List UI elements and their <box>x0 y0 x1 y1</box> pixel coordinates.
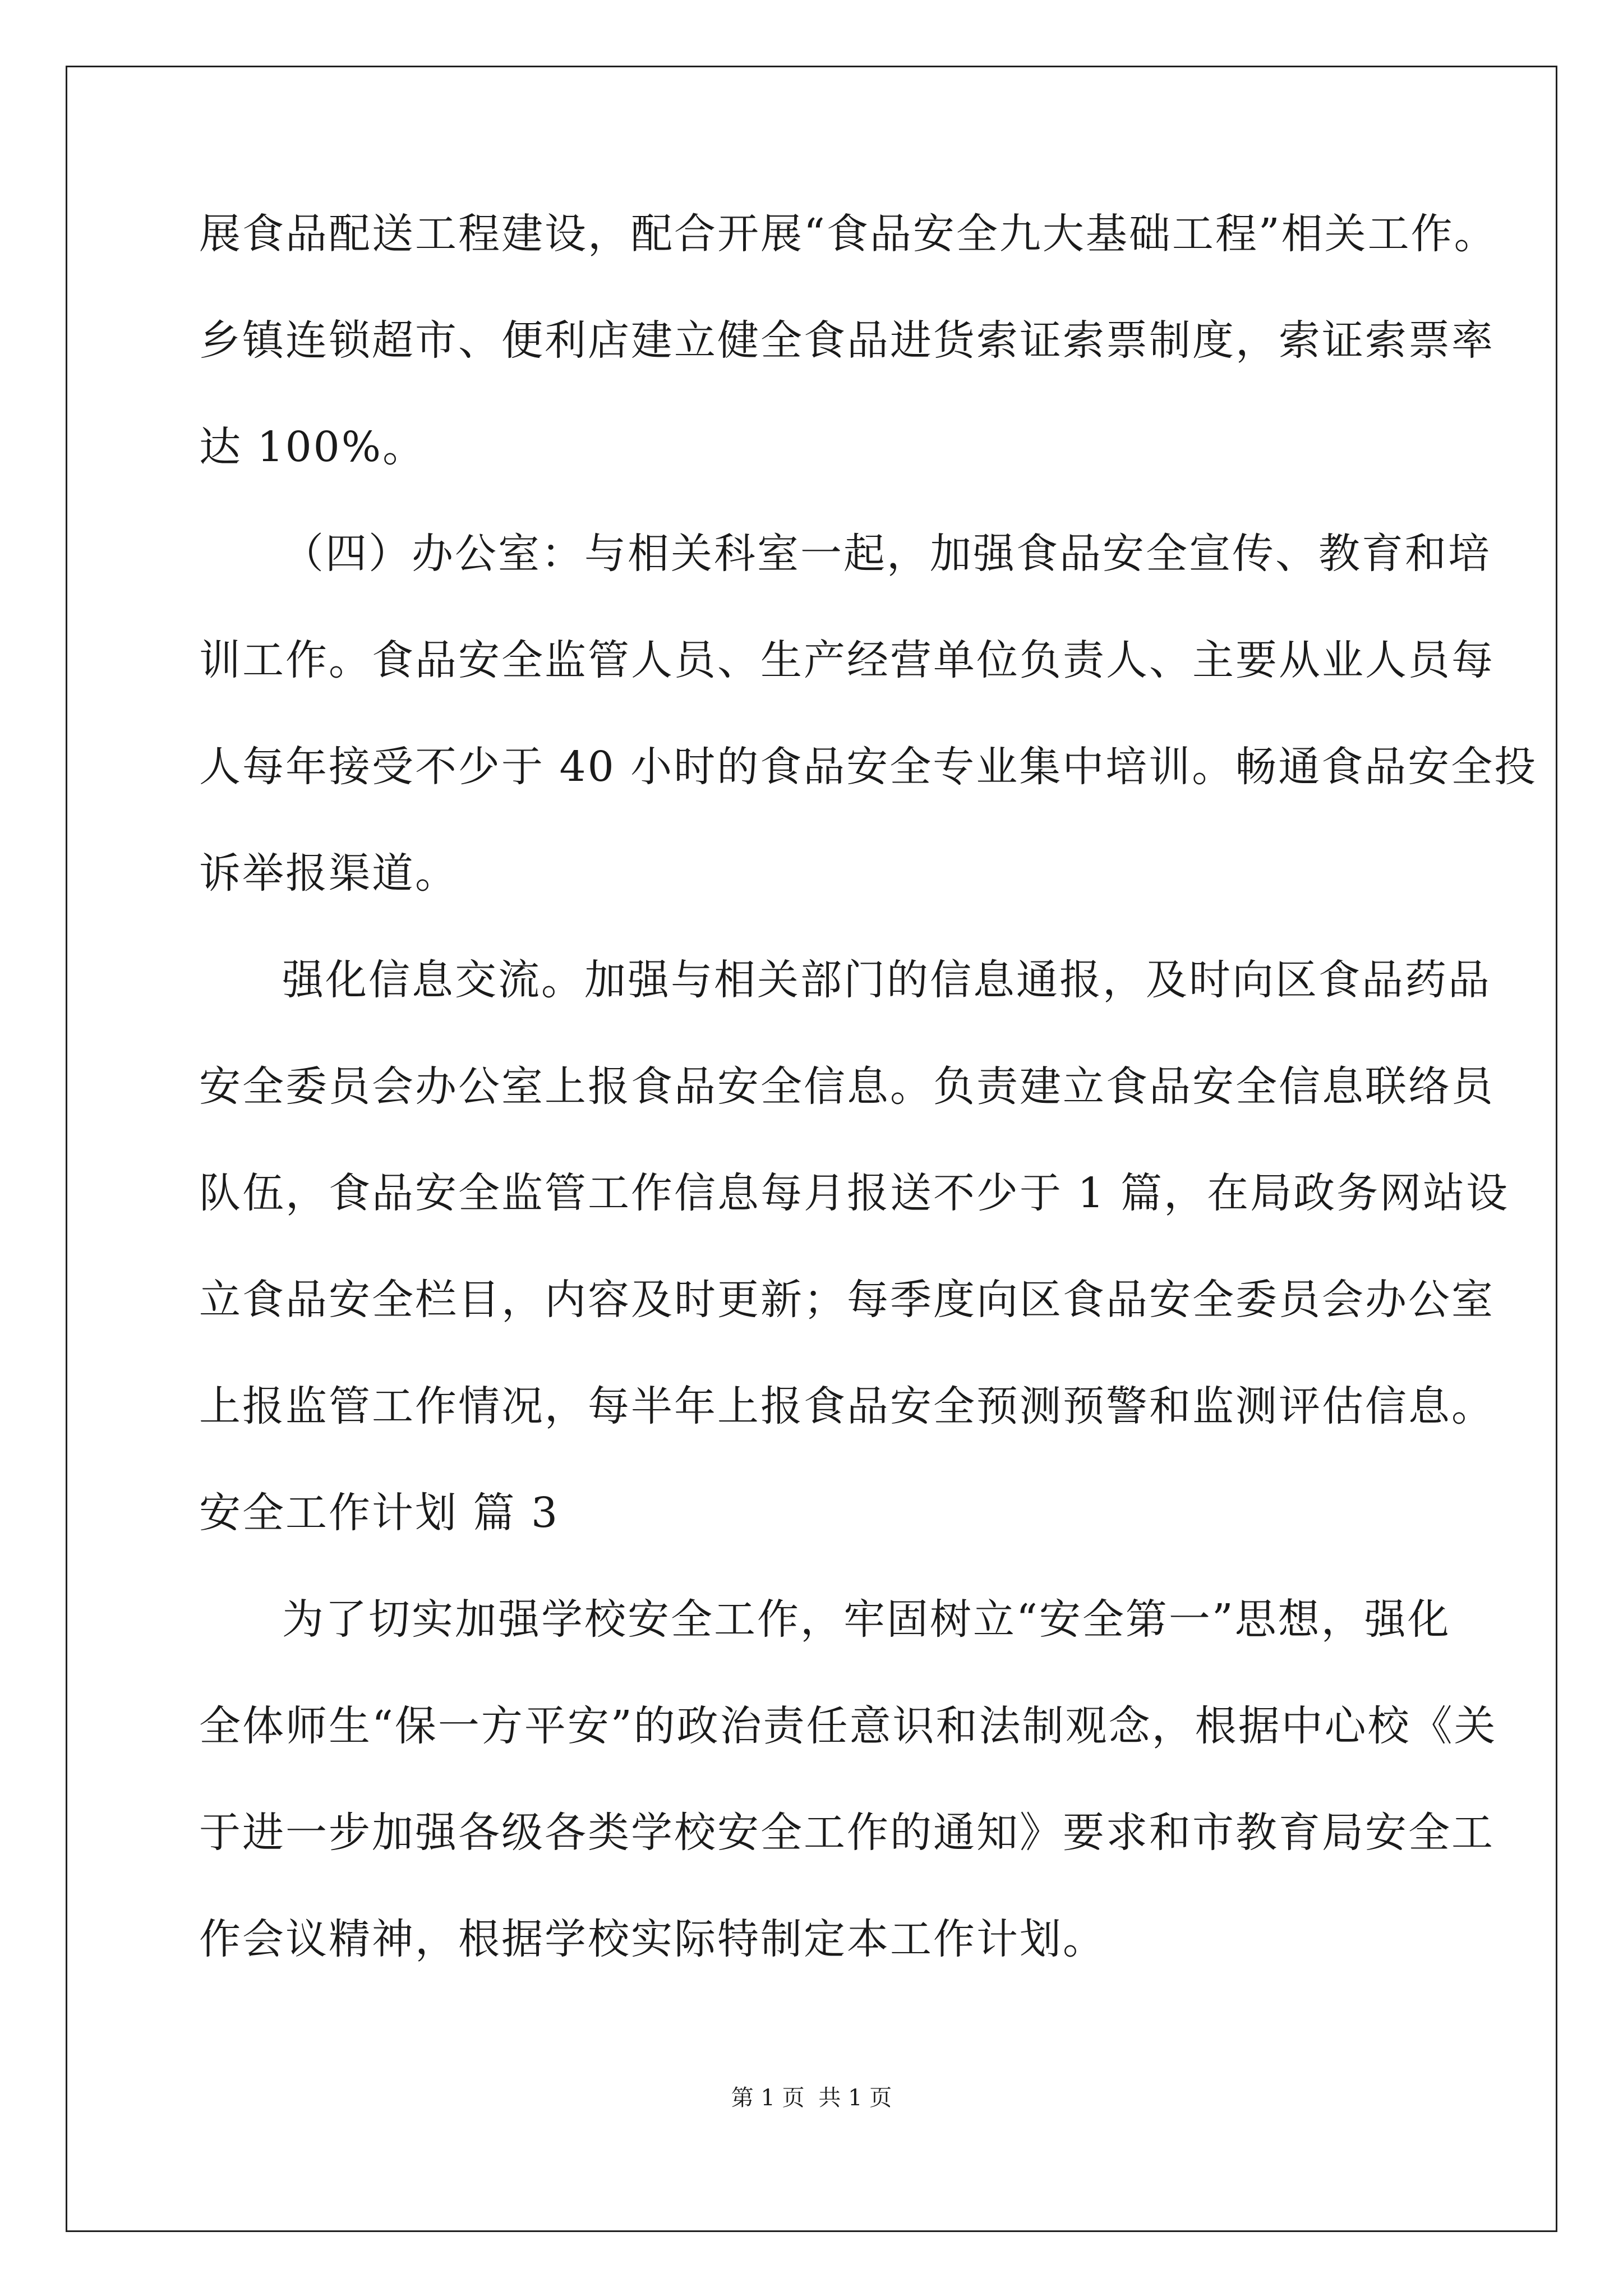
page-count: 共 1 页 <box>818 2085 892 2111</box>
body-line: 训工作。食品安全监管人员、生产经营单位负责人、主要从业人员每 <box>199 636 1495 684</box>
paragraph-start-line: 为了切实加强学校安全工作，牢固树立“安全第一”思想，强化 <box>282 1595 1451 1644</box>
body-line: 全体师生“保一方平安”的政治责任意识和法制观念，根据中心校《关 <box>199 1702 1497 1750</box>
section-heading: 安全工作计划 篇 3 <box>199 1489 560 1537</box>
paragraph-start-line: （四）办公室：与相关科室一起，加强食品安全宣传、教育和培 <box>282 530 1491 578</box>
body-line: 队伍，食品安全监管工作信息每月报送不少于 1 篇，在局政务网站设 <box>199 1169 1510 1217</box>
page-footer <box>0 2087 1623 2109</box>
body-line: 于进一步加强各级各类学校安全工作的通知》要求和市教育局安全工 <box>199 1809 1495 1857</box>
body-line: 人每年接受不少于 40 小时的食品安全专业集中培训。畅通食品安全投 <box>199 743 1538 791</box>
body-line: 达 100%。 <box>199 423 426 471</box>
page-number: 第 1 页 <box>731 2085 805 2111</box>
paragraph-start-line: 强化信息交流。加强与相关部门的信息通报，及时向区食品药品 <box>282 956 1491 1004</box>
body-line: 立食品安全栏目，内容及时更新；每季度向区食品安全委员会办公室 <box>199 1276 1495 1324</box>
document-body <box>199 210 1538 2025</box>
body-line: 诉举报渠道。 <box>199 849 458 898</box>
body-line: 展食品配送工程建设，配合开展“食品安全九大基础工程”相关工作。 <box>199 210 1497 258</box>
body-line: 上报监管工作情况，每半年上报食品安全预测预警和监测评估信息。 <box>199 1382 1495 1430</box>
body-line: 作会议精神，根据学校实际特制定本工作计划。 <box>199 1915 1106 1963</box>
body-line: 乡镇连锁超市、便利店建立健全食品进货索证索票制度，索证索票率 <box>199 316 1495 365</box>
body-line: 安全委员会办公室上报食品安全信息。负责建立食品安全信息联络员 <box>199 1062 1495 1111</box>
